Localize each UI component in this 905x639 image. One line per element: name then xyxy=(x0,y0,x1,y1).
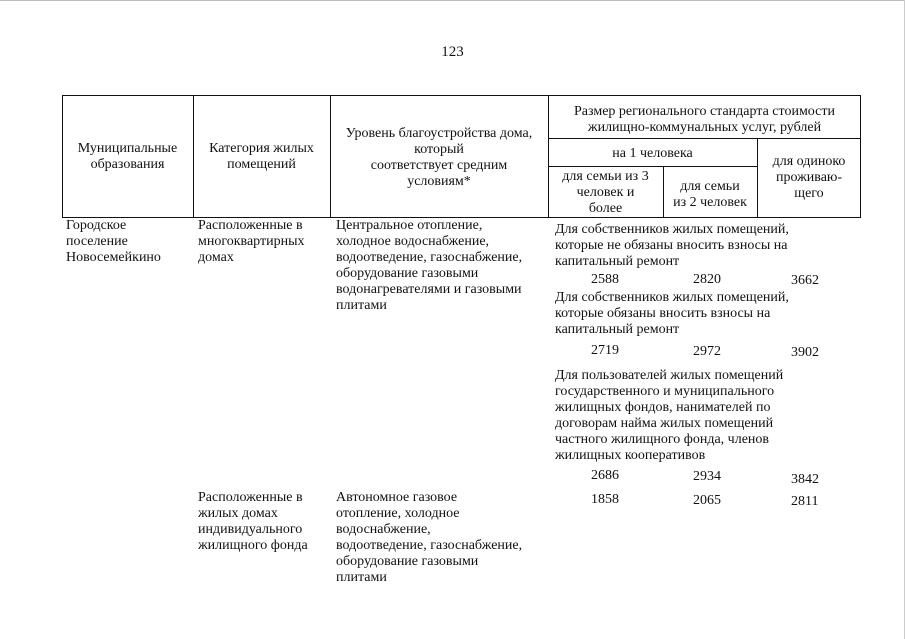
row1-group1-family3: 2588 xyxy=(591,272,619,287)
row1-group3-family3: 2686 xyxy=(591,468,619,483)
row2-category: Расположенные в жилых домах индивидуального жилищного фонда xyxy=(198,490,308,553)
header-family3: для семьи из 3 человек и более xyxy=(562,169,649,216)
row1-level: Центральное отопление, холодное водоснабжение, водоотведение, газоснабжение, оборудование газовыми водонагревателями и газовыми плитами xyxy=(336,218,523,313)
row2-single: 2811 xyxy=(791,494,819,509)
row2-family2: 2065 xyxy=(693,493,721,508)
row2-family3: 1858 xyxy=(591,492,619,507)
header-size-group: Размер регионального стандарта стоимости жилищно-коммунальных услуг, рублей xyxy=(574,104,835,135)
row1-group1-family2: 2820 xyxy=(693,272,721,287)
row1-group2-family3: 2719 xyxy=(591,343,619,358)
page-number: 123 xyxy=(441,44,464,60)
header-municipality: Муниципальные образования xyxy=(77,141,178,172)
scan-top-edge xyxy=(0,0,905,1)
row1-group2-label: Для собственников жилых помещений, которые обязаны вносить взносы на капитальный ремонт xyxy=(555,290,789,337)
row1-group1-single: 3662 xyxy=(791,273,819,288)
row1-group1-label: Для собственников жилых помещений, которые не обязаны вносить взносы на капитальный ремонт xyxy=(555,222,789,269)
header-category: Категория жилых помещений xyxy=(209,141,314,172)
row1-group2-single: 3902 xyxy=(791,345,819,360)
header-single: для одиноко проживаю- щего xyxy=(772,154,846,201)
row1-group2-family2: 2972 xyxy=(693,344,721,359)
cell-municipality: Городское поселение Новосемейкино xyxy=(66,218,161,265)
table-top-border xyxy=(62,95,861,96)
row1-group3-single: 3842 xyxy=(791,472,819,487)
row1-category: Расположенные в многоквартирных домах xyxy=(198,218,305,265)
header-per-person: на 1 человека xyxy=(612,146,693,161)
header-family2: для семьи из 2 человек xyxy=(673,179,747,210)
row2-level: Автономное газовое отопление, холодное водоснабжение, водоотведение, газоснабжение, оборудование газовыми плитами xyxy=(336,490,523,585)
header-rule-per-person xyxy=(548,166,757,167)
header-rule-size xyxy=(548,138,861,139)
row1-group3-label: Для пользователей жилых помещений государственного и муниципального жилищных фондов, нанимателей по договорам найма жилых помещений частного жилищного фонда, членов жилищных кооперативов xyxy=(555,368,784,463)
header-level: Уровень благоустройства дома, который соответствует средним условиям* xyxy=(345,126,533,189)
row1-group3-family2: 2934 xyxy=(693,469,721,484)
